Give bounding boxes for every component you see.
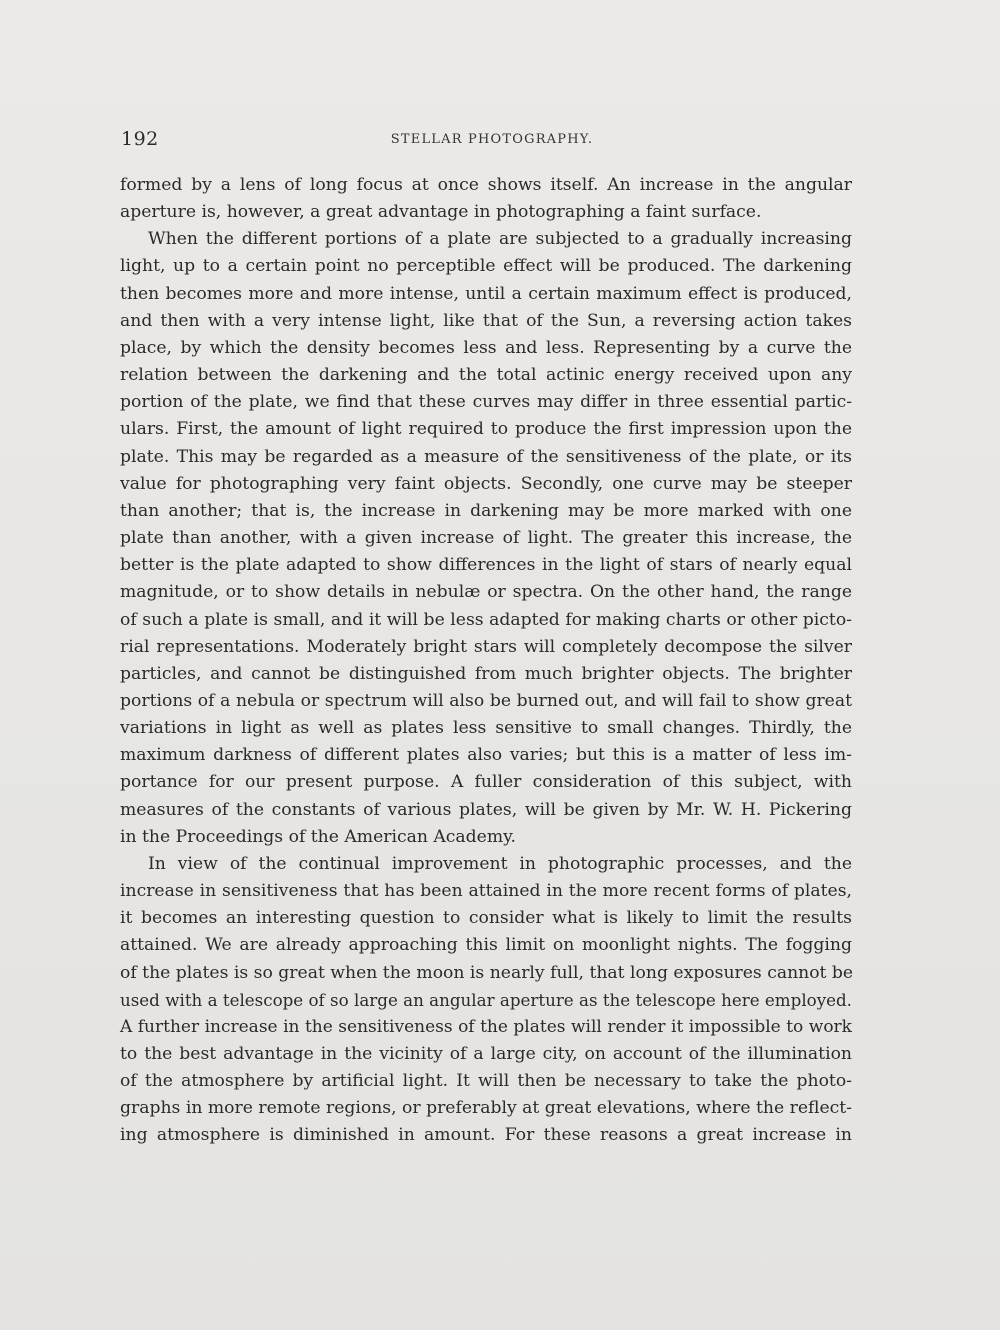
text-line: magnitude, or to show details in nebulæ or spectra. On the other hand, the range [120,582,852,603]
text-line: of such a plate is small, and it will be less adapted for making charts or other picto- [120,609,852,630]
text-line: better is the plate adapted to show differences in the light of stars of nearly equal [120,555,852,576]
running-head [121,128,853,152]
text-line: maximum darkness of different plates also varies; but this is a matter of less im- [120,745,852,766]
text-line: relation between the darkening and the total actinic energy received upon any [120,365,852,386]
text-line: When the different portions of a plate are subjected to a gradually increasing [148,229,852,250]
text-line: particles, and cannot be distinguished from much brighter objects. The brighter [120,663,852,684]
page-number: 192 [121,128,159,150]
text-line: used with a telescope of so large an angular aperture as the telescope here employed. [120,989,852,1010]
running-title: STELLAR PHOTOGRAPHY. [390,132,594,147]
text-line: A further increase in the sensitiveness of the plates will render it impossible to work [120,1016,852,1037]
text-line: measures of the constants of various plates, will be given by Mr. W. H. Pickering [120,799,852,820]
text-line: portance for our present purpose. A fuller consideration of this subject, with [120,772,852,793]
text-line: plate than another, with a given increase of light. The greater this increase, the [120,528,852,549]
text-line: variations in light as well as plates less sensitive to small changes. Thirdly, the [120,718,852,739]
text-line: plate. This may be regarded as a measure of the sensitiveness of the plate, or its [120,446,852,467]
text-line: formed by a lens of long focus at once shows itself. An increase in the angular [120,175,852,195]
text-line: of the atmosphere by artificial light. It will then be necessary to take the photo- [120,1071,852,1092]
text-line: of the plates is so great when the moon is nearly full, that long exposures cannot be [120,962,854,983]
text-line: then becomes more and more intense, until a certain maximum effect is produced, [120,283,852,304]
text-line: value for photographing very faint objects. Secondly, one curve may be steeper [120,473,852,494]
text-line: portions of a nebula or spectrum will also be burned out, and will fail to show great [120,690,852,711]
text-line: graphs in more remote regions, or preferably at great elevations, where the reflect- [120,1098,852,1119]
text-line: ulars. First, the amount of light required to produce the first impression upon the [120,419,852,440]
text-line: portion of the plate, we find that these curves may differ in three essential partic- [120,392,852,413]
text-line: ing atmosphere is diminished in amount. For these reasons a great increase in [120,1125,852,1146]
text-line: it becomes an interesting question to consider what is likely to limit the results [120,908,852,929]
text-line: in the Proceedings of the American Academy. [120,826,517,847]
text-line: place, by which the density becomes less and less. Representing by a curve the [120,337,852,358]
text-line: and then with a very intense light, like that of the Sun, a reversing action takes [120,310,852,331]
text-line: than another; that is, the increase in darkening may be more marked with one [120,500,852,521]
text-line: light, up to a certain point no perceptible effect will be produced. The darkening [120,256,852,277]
body-text [120,172,852,1150]
text-line: rial representations. Moderately bright stars will completely decompose the silver [120,636,852,657]
text-line: In view of the continual improvement in photographic processes, and the [148,853,852,874]
text-line: increase in sensitiveness that has been attained in the more recent forms of plates, [120,881,852,902]
text-line: aperture is, however, a great advantage in photographing a faint surface. [120,202,762,223]
text-line: attained. We are already approaching this limit on moonlight nights. The fogging [120,935,852,956]
text-line: to the best advantage in the vicinity of a large city, on account of the illumination [120,1044,852,1064]
